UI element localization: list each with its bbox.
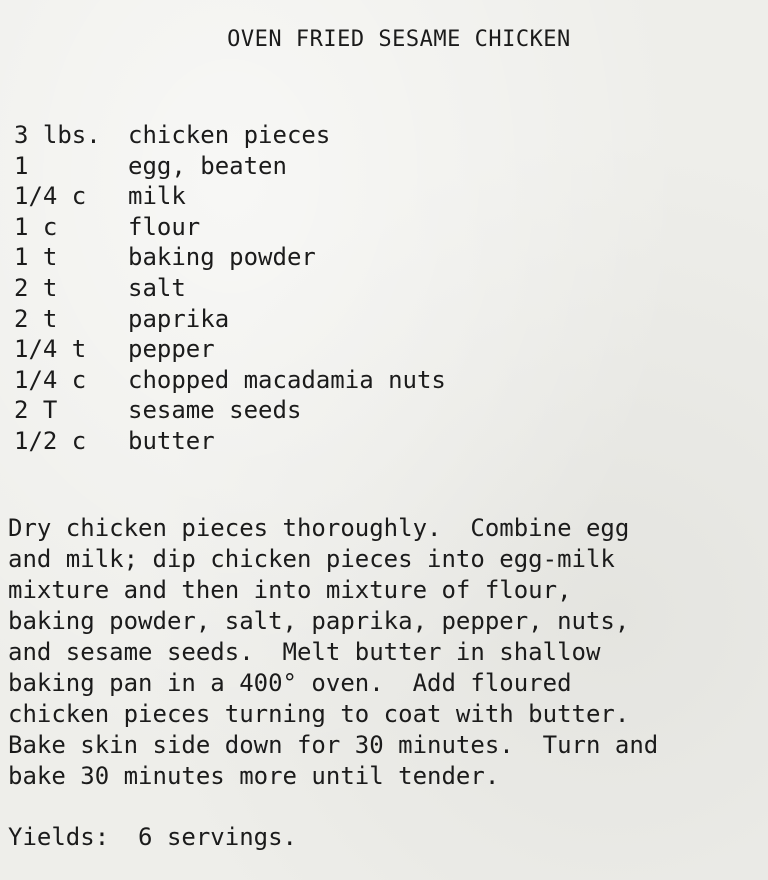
ingredient-name: flour <box>128 212 201 241</box>
ingredient-row <box>14 181 446 212</box>
ingredient-name: paprika <box>128 304 230 333</box>
ingredient-quantity: 1/4 t <box>14 335 87 364</box>
ingredient-quantity: 1/4 c <box>14 182 87 211</box>
ingredient-row <box>14 304 446 335</box>
ingredient-quantity: 3 lbs. <box>14 121 101 149</box>
ingredient-quantity: 1 t <box>14 243 58 272</box>
instruction-line: mixture and then into mixture of flour, <box>8 576 572 604</box>
ingredient-row <box>14 395 446 426</box>
ingredient-name: milk <box>128 182 186 211</box>
ingredient-list <box>14 120 446 457</box>
recipe-title: OVEN FRIED SESAME CHICKEN <box>227 27 571 52</box>
ingredient-quantity: 1 <box>14 151 29 180</box>
ingredient-row <box>14 212 446 243</box>
instruction-line: chicken pieces turning to coat with butter. <box>8 700 630 728</box>
instruction-line: Bake skin side down for 30 minutes. Turn and <box>8 731 659 759</box>
ingredient-name: sesame seeds <box>128 396 302 425</box>
instruction-line: Dry chicken pieces thoroughly. Combine egg <box>8 514 630 542</box>
ingredient-quantity: 1 c <box>14 212 58 241</box>
ingredient-quantity: 1/2 c <box>14 426 87 455</box>
instruction-line: baking powder, salt, paprika, pepper, nuts, <box>8 607 630 635</box>
ingredient-quantity: 2 t <box>14 273 58 302</box>
ingredient-row <box>14 426 446 457</box>
instruction-line: and sesame seeds. Melt butter in shallow <box>8 638 601 666</box>
ingredient-name: baking powder <box>128 243 316 272</box>
ingredient-name: salt <box>128 273 186 302</box>
ingredient-row <box>14 120 446 151</box>
instruction-line: and milk; dip chicken pieces into egg-milk <box>8 545 615 573</box>
ingredient-quantity: 2 T <box>14 396 58 425</box>
ingredient-row <box>14 242 446 273</box>
ingredient-quantity: 2 t <box>14 304 58 333</box>
instruction-line: bake 30 minutes more until tender. <box>8 762 500 790</box>
recipe-instructions <box>8 513 764 792</box>
ingredient-quantity: 1/4 c <box>14 365 87 394</box>
ingredient-row <box>14 334 446 365</box>
ingredient-row <box>14 365 446 396</box>
ingredient-name: butter <box>128 426 215 455</box>
ingredient-name: chicken pieces <box>128 121 331 149</box>
ingredient-name: egg, beaten <box>128 151 287 180</box>
ingredient-row <box>14 273 446 304</box>
instruction-line: baking pan in a 400° oven. Add floured <box>8 669 572 697</box>
recipe-yield: Yields: 6 servings. <box>8 823 297 851</box>
ingredient-row <box>14 151 446 182</box>
ingredient-name: chopped macadamia nuts <box>128 365 446 394</box>
ingredient-name: pepper <box>128 335 215 364</box>
